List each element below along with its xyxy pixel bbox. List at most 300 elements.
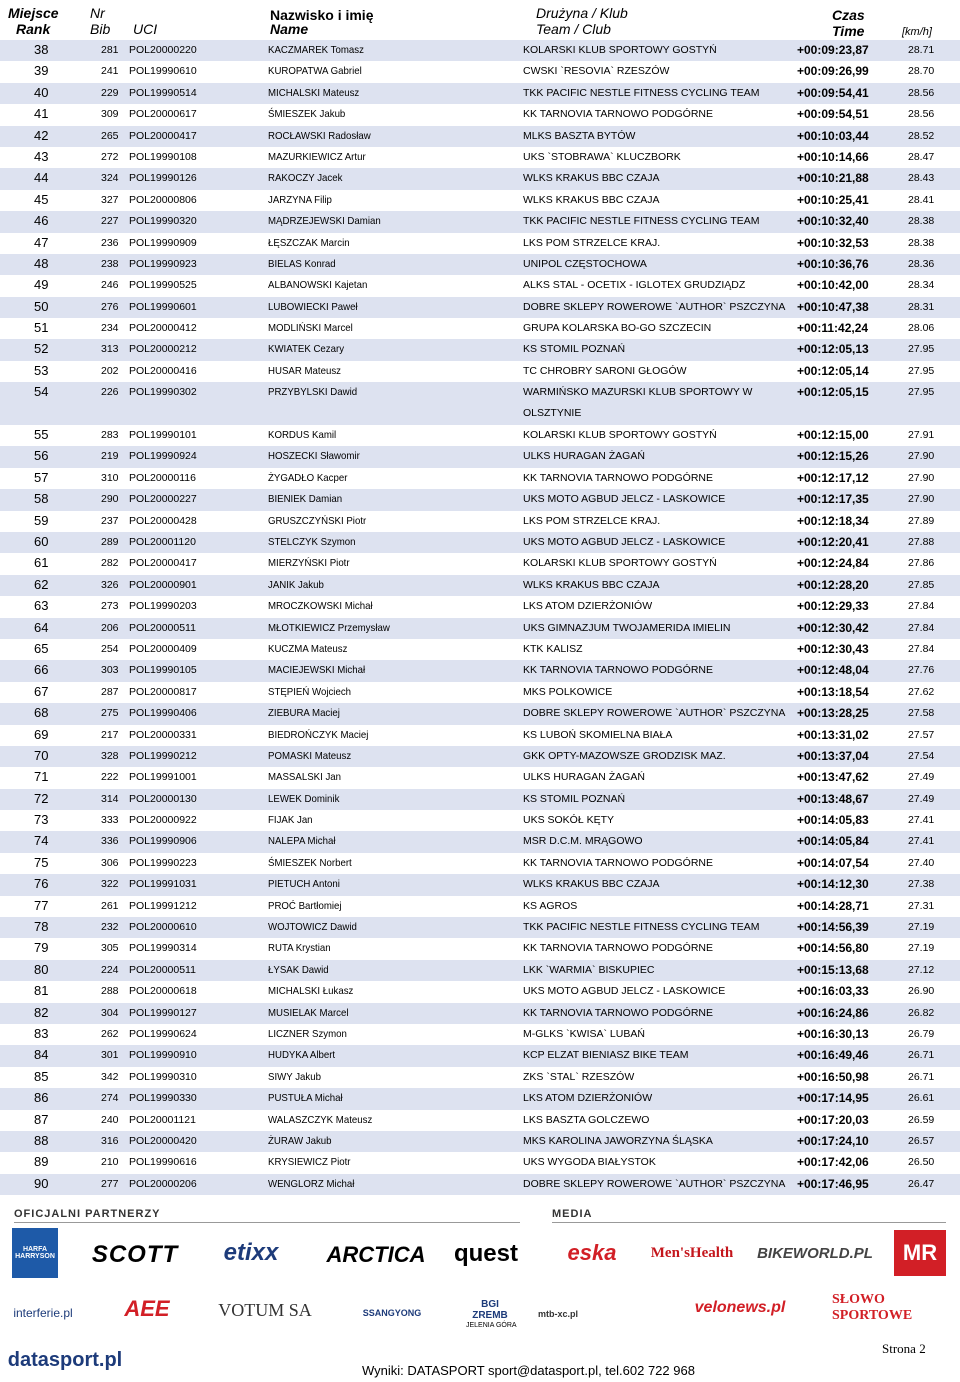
uci-cell: POL19990108 — [129, 150, 197, 163]
rank-cell: 44 — [34, 170, 49, 186]
speed-cell: 28.52 — [908, 129, 935, 142]
team-cell: MSR D.C.M. MRĄGOWO — [523, 835, 643, 848]
time-cell: +00:12:17,35 — [797, 492, 869, 507]
rank-cell: 50 — [34, 298, 49, 314]
rank-cell: 58 — [34, 491, 49, 507]
uci-cell: POL20000428 — [129, 514, 197, 527]
team-cell: TKK PACIFIC NESTLE FITNESS CYCLING TEAM — [523, 921, 760, 934]
bib-cell: 219 — [101, 450, 119, 463]
speed-cell: 28.38 — [908, 215, 935, 228]
uci-cell: POL20000227 — [129, 493, 197, 506]
team-cell: UKS MOTO AGBUD JELCZ - LASKOWICE — [523, 493, 726, 506]
speed-cell: 27.90 — [908, 450, 935, 463]
uci-cell: POL20000116 — [129, 471, 196, 484]
time-cell: +00:09:54,51 — [797, 107, 869, 122]
name-cell: ŚMIESZEK Jakub — [268, 108, 346, 121]
team-cell: KK TARNOVIA TARNOWO PODGÓRNE — [523, 942, 713, 955]
speed-cell: 27.90 — [908, 471, 935, 484]
uci-cell: POL20000409 — [129, 642, 197, 655]
time-cell: +00:10:42,00 — [797, 278, 869, 293]
team-cell: M-GLKS `KWISA` LUBAŃ — [523, 1027, 645, 1040]
rank-cell: 41 — [34, 106, 49, 122]
uci-cell: POL20001120 — [129, 536, 196, 548]
table-row — [0, 83, 960, 104]
table-row — [0, 382, 960, 425]
time-cell: +00:16:24,86 — [797, 1005, 869, 1020]
bib-cell: 234 — [101, 322, 119, 335]
name-cell: MŁOTKIEWICZ Przemysław — [268, 621, 390, 634]
speed-cell: 27.84 — [908, 642, 935, 655]
name-cell: WENGLORZ Michał — [268, 1177, 355, 1190]
uci-cell: POL19990212 — [129, 749, 197, 762]
rank-cell: 49 — [34, 277, 49, 293]
time-cell: +00:13:18,54 — [797, 684, 869, 699]
time-cell: +00:13:48,67 — [797, 791, 869, 806]
name-cell: WALASZCZYK Mateusz — [268, 1113, 373, 1126]
rank-cell: 86 — [34, 1090, 49, 1106]
name-cell: LUBOWIECKI Paweł — [268, 300, 358, 313]
name-cell: JARZYNA Filip — [268, 193, 332, 206]
bib-cell: 309 — [101, 108, 119, 121]
team-cell: LKS ATOM DZIERŻONIÓW — [523, 1092, 653, 1105]
table-row — [0, 639, 960, 660]
team-cell: KK TARNOVIA TARNOWO PODGÓRNE — [523, 108, 713, 121]
rank-cell: 72 — [34, 790, 49, 806]
uci-cell: POL20000511 — [129, 621, 196, 634]
arctica-logo: ARCTICA — [326, 1242, 426, 1267]
table-row — [0, 190, 960, 211]
team-cell: KK TARNOVIA TARNOWO PODGÓRNE — [523, 856, 713, 869]
table-row — [0, 254, 960, 275]
uci-cell: POL20000417 — [129, 129, 197, 142]
uci-cell: POL19990610 — [129, 65, 197, 78]
speed-cell: 27.54 — [908, 749, 935, 762]
header-bib: Bib — [90, 21, 111, 37]
bib-cell: 333 — [101, 814, 119, 827]
team-cell: DOBRE SKLEPY ROWEROWE `AUTHOR` PSZCZYNA — [523, 300, 786, 313]
speed-cell: 26.71 — [908, 1070, 935, 1083]
table-row — [0, 1131, 960, 1152]
bib-cell: 326 — [101, 578, 119, 591]
speed-cell: 26.71 — [908, 1049, 935, 1062]
time-cell: +00:09:54,41 — [797, 85, 869, 100]
team-cell: KOLARSKI KLUB SPORTOWY GOSTYŃ — [523, 429, 717, 442]
team-cell: KS STOMIL POZNAŃ — [523, 792, 626, 805]
speed-cell: 26.61 — [908, 1092, 935, 1105]
name-cell: NALEPA Michał — [268, 835, 336, 848]
rank-cell: 42 — [34, 127, 49, 143]
bib-cell: 227 — [101, 215, 119, 228]
team-cell: KK TARNOVIA TARNOWO PODGÓRNE — [523, 471, 713, 484]
name-cell: MODLIŃSKI Marcel — [268, 322, 353, 335]
eska-logo: eska — [567, 1240, 617, 1265]
table-row — [0, 896, 960, 917]
speed-cell: 27.19 — [908, 921, 935, 934]
uci-cell: POL19990924 — [129, 450, 197, 463]
rank-cell: 39 — [34, 63, 49, 79]
speed-cell: 27.91 — [908, 429, 935, 442]
rank-cell: 62 — [34, 576, 49, 592]
results-table — [0, 40, 960, 1195]
time-cell: +00:10:47,38 — [797, 299, 869, 314]
rank-cell: 68 — [34, 705, 49, 721]
name-cell: HUDYKA Albert — [268, 1049, 336, 1062]
rank-cell: 60 — [34, 534, 49, 549]
table-row — [0, 1045, 960, 1066]
bib-cell: 254 — [101, 642, 119, 655]
velonews-logo: velonews.pl — [694, 1299, 786, 1316]
time-cell: +00:16:50,98 — [797, 1069, 869, 1084]
name-cell: JANIK Jakub — [268, 578, 324, 591]
header-team-en: Team / Club — [536, 21, 611, 37]
rank-cell: 90 — [34, 1175, 49, 1191]
name-cell: ŚMIESZEK Norbert — [268, 856, 352, 869]
speed-cell: 28.36 — [908, 257, 935, 270]
name-cell: ŻURAW Jakub — [268, 1134, 332, 1147]
speed-cell: 27.95 — [908, 343, 935, 356]
speed-cell: 27.12 — [908, 963, 935, 976]
uci-cell: POL19990310 — [129, 1070, 197, 1083]
team-cell: TC CHROBRY SARONI GŁOGÓW — [523, 364, 687, 377]
name-cell: MICHALSKI Mateusz — [268, 86, 360, 99]
bib-cell: 303 — [101, 664, 119, 677]
results-credit: Wyniki: DATASPORT sport@datasport.pl, tel.602 722 968 — [362, 1363, 695, 1378]
table-row — [0, 682, 960, 703]
table-row — [0, 339, 960, 360]
uci-cell: POL19990923 — [129, 257, 197, 270]
rank-cell: 69 — [34, 726, 49, 742]
bib-cell: 265 — [101, 129, 119, 142]
quest-logo: quest — [453, 1240, 518, 1267]
name-cell: RAKOCZY Jacek — [268, 172, 343, 185]
menshealth-logo: Men'sHealth — [650, 1244, 734, 1261]
speed-cell: 28.31 — [908, 300, 935, 313]
uci-cell: POL20000212 — [129, 343, 197, 356]
time-cell: +00:17:20,03 — [797, 1112, 869, 1127]
uci-cell: POL20000618 — [129, 985, 197, 998]
team-cell: KCP ELZAT BIENIASZ BIKE TEAM — [523, 1049, 689, 1062]
bib-cell: 210 — [101, 1156, 119, 1169]
uci-cell: POL20001121 — [129, 1113, 196, 1126]
rank-cell: 83 — [34, 1025, 49, 1041]
name-cell: POMASKI Mateusz — [268, 749, 352, 762]
uci-cell: POL19990910 — [129, 1049, 197, 1062]
speed-cell: 26.82 — [908, 1006, 935, 1019]
bib-cell: 276 — [101, 300, 119, 313]
name-cell: BIELAS Konrad — [268, 257, 336, 270]
time-cell: +00:14:56,80 — [797, 941, 869, 956]
bib-cell: 229 — [101, 86, 119, 99]
speed-cell: 27.49 — [908, 771, 935, 784]
bib-cell: 328 — [101, 749, 119, 762]
time-cell: +00:12:15,00 — [797, 428, 869, 443]
media-divider — [552, 1222, 946, 1223]
bib-cell: 226 — [101, 386, 119, 399]
header-nr: Nr — [90, 5, 105, 21]
bib-cell: 305 — [101, 942, 119, 955]
time-cell: +00:12:29,33 — [797, 599, 869, 614]
table-row — [0, 1003, 960, 1024]
uci-cell: POL20000130 — [129, 792, 197, 805]
zremb-caption: JELENIA GÓRA — [466, 1322, 517, 1329]
name-cell: STELCZYK Szymon — [268, 536, 356, 548]
uci-cell: POL19990105 — [129, 664, 197, 677]
header-name-pl: Nazwisko i imię — [270, 7, 374, 23]
table-row — [0, 425, 960, 446]
speed-cell: 26.50 — [908, 1156, 935, 1169]
table-row — [0, 1067, 960, 1088]
team-cell: KS AGROS — [523, 899, 578, 912]
uci-cell: POL19990203 — [129, 600, 197, 613]
speed-cell: 27.38 — [908, 878, 935, 891]
rank-cell: 85 — [34, 1068, 49, 1084]
time-cell: +00:10:14,66 — [797, 149, 869, 164]
table-row — [0, 1024, 960, 1045]
uci-cell: POL19990525 — [129, 279, 197, 292]
rank-cell: 71 — [34, 769, 49, 785]
team-cell: UKS `STOBRAWA` KLUCZBORK — [523, 150, 681, 163]
table-row — [0, 446, 960, 467]
time-cell: +00:12:30,43 — [797, 641, 869, 656]
team-cell: MLKS BASZTA BYTÓW — [523, 129, 636, 142]
speed-cell: 27.86 — [908, 557, 935, 570]
name-cell: ALBANOWSKI Kajetan — [268, 279, 368, 292]
rank-cell: 79 — [34, 940, 49, 956]
name-cell: KWIATEK Cezary — [268, 343, 345, 356]
name-cell: HUSAR Mateusz — [268, 364, 342, 377]
team-cell: LKK `WARMIA` BISKUPIEC — [523, 963, 655, 976]
bib-cell: 282 — [101, 557, 119, 570]
rank-cell: 64 — [34, 619, 49, 635]
team-cell: DOBRE SKLEPY ROWEROWE `AUTHOR` PSZCZYNA — [523, 707, 786, 720]
bib-cell: 274 — [101, 1092, 119, 1105]
bib-cell: 324 — [101, 172, 119, 185]
team-cell: KOLARSKI KLUB SPORTOWY GOSTYŃ — [523, 557, 717, 570]
interferie-logo: interferie.pl — [13, 1306, 73, 1320]
speed-cell: 27.90 — [908, 493, 935, 506]
slowo-sportowe-logo: SŁOWO SPORTOWE — [832, 1292, 913, 1323]
team-cell: LKS ATOM DZIERŻONIÓW — [523, 600, 653, 613]
rank-cell: 65 — [34, 640, 49, 656]
name-cell: FIJAK Jan — [268, 814, 313, 827]
bib-cell: 275 — [101, 707, 119, 720]
team-cell: DOBRE SKLEPY ROWEROWE `AUTHOR` PSZCZYNA — [523, 1177, 786, 1190]
speed-cell: 27.19 — [908, 942, 935, 955]
table-row — [0, 703, 960, 724]
table-row — [0, 618, 960, 639]
bib-cell: 316 — [101, 1134, 119, 1147]
name-cell: ZIEBURA Maciej — [268, 707, 340, 720]
name-cell: KORDUS Kamil — [268, 429, 337, 442]
speed-cell: 27.95 — [908, 386, 935, 399]
speed-cell: 26.90 — [908, 985, 935, 998]
speed-cell: 27.40 — [908, 856, 935, 869]
header-uci: UCI — [133, 21, 158, 37]
bib-cell: 336 — [101, 835, 119, 848]
header-rank-pl: Miejsce — [8, 5, 59, 21]
team-cell: WLKS KRAKUS BBC CZAJA — [523, 172, 660, 185]
table-row — [0, 767, 960, 788]
table-row — [0, 297, 960, 318]
rank-cell: 80 — [34, 961, 49, 977]
team-cell: MKS KAROLINA JAWORZYNA ŚLĄSKA — [523, 1134, 713, 1147]
zremb-logo: BGI ZREMB — [472, 1299, 508, 1321]
rank-cell: 38 — [34, 42, 49, 57]
rank-cell: 53 — [34, 362, 49, 378]
uci-cell: POL19990616 — [129, 1156, 197, 1169]
harfa-logo: HARFA HARRYSON — [12, 1228, 58, 1278]
bib-cell: 240 — [101, 1113, 119, 1126]
speed-cell: 27.31 — [908, 899, 935, 912]
bib-cell: 202 — [101, 364, 119, 377]
name-cell: ŻYGADŁO Kacper — [268, 471, 348, 484]
team-cell: WLKS KRAKUS BBC CZAJA — [523, 578, 660, 591]
bib-cell: 277 — [101, 1177, 119, 1190]
bib-cell: 301 — [101, 1049, 119, 1062]
table-row — [0, 126, 960, 147]
time-cell: +00:14:05,84 — [797, 834, 869, 849]
bib-cell: 217 — [101, 728, 119, 741]
rank-cell: 52 — [34, 341, 49, 357]
time-cell: +00:16:49,46 — [797, 1048, 869, 1063]
name-cell: MASSALSKI Jan — [268, 771, 342, 784]
uci-cell: POL20000420 — [129, 1134, 197, 1147]
bib-cell: 314 — [101, 792, 119, 805]
time-cell: +00:14:56,39 — [797, 920, 869, 935]
time-cell: +00:12:48,04 — [797, 663, 869, 678]
rank-cell: 43 — [34, 148, 49, 164]
name-cell: MIERZYŃSKI Piotr — [268, 557, 350, 570]
uci-cell: POL19990906 — [129, 835, 197, 848]
uci-cell: POL19990127 — [129, 1006, 197, 1019]
rank-cell: 77 — [34, 897, 49, 913]
rank-cell: 75 — [34, 854, 49, 870]
team-cell: CWSKI `RESOVIA` RZESZÓW — [523, 65, 670, 78]
speed-cell: 26.79 — [908, 1027, 935, 1040]
time-cell: +00:16:30,13 — [797, 1026, 869, 1041]
time-cell: +00:10:21,88 — [797, 171, 869, 186]
team-cell: KK TARNOVIA TARNOWO PODGÓRNE — [523, 1006, 713, 1019]
time-cell: +00:17:42,06 — [797, 1155, 869, 1170]
uci-cell: POL19990302 — [129, 386, 197, 399]
rank-cell: 57 — [34, 469, 49, 485]
speed-cell: 27.84 — [908, 621, 935, 634]
uci-cell: POL20000617 — [129, 108, 197, 121]
mtb-xc-logo: mtb-xc.pl — [537, 1309, 578, 1319]
rank-cell: 73 — [34, 812, 49, 828]
table-row — [0, 831, 960, 852]
team-cell: ULKS HURAGAN ŻAGAŃ — [523, 771, 645, 784]
team-cell: ULKS HURAGAN ŻAGAŃ — [523, 450, 645, 463]
bib-cell: 306 — [101, 856, 119, 869]
media-label: MEDIA — [552, 1208, 593, 1220]
header-rank-en: Rank — [16, 21, 51, 37]
name-cell: MACIEJEWSKI Michał — [268, 664, 366, 677]
table-row — [0, 596, 960, 617]
speed-cell: 27.49 — [908, 792, 935, 805]
uci-cell: POL19990101 — [129, 429, 197, 442]
table-row — [0, 61, 960, 82]
time-cell: +00:12:05,14 — [797, 363, 869, 378]
etixx-logo: etixx — [223, 1239, 279, 1266]
name-cell: MUSIELAK Marcel — [268, 1006, 349, 1019]
speed-cell: 27.85 — [908, 578, 935, 591]
bib-cell: 283 — [101, 429, 119, 442]
bib-cell: 222 — [101, 771, 119, 784]
name-cell: LICZNER Szymon — [268, 1027, 347, 1040]
header-name-en: Name — [270, 21, 309, 37]
bib-cell: 262 — [101, 1027, 119, 1040]
time-cell: +00:14:12,30 — [797, 877, 869, 892]
time-cell: +00:14:05,83 — [797, 813, 869, 828]
bib-cell: 287 — [101, 685, 119, 698]
rank-cell: 54 — [34, 384, 49, 400]
time-cell: +00:17:14,95 — [797, 1091, 869, 1106]
uci-cell: POL20000922 — [129, 814, 197, 827]
name-cell: SIWY Jakub — [268, 1070, 321, 1083]
bib-cell: 232 — [101, 921, 119, 934]
name-cell: ROCŁAWSKI Radosław — [268, 129, 371, 142]
time-cell: +00:12:30,42 — [797, 620, 869, 635]
name-cell: ŁYSAK Dawid — [268, 963, 329, 976]
time-cell: +00:09:26,99 — [797, 64, 869, 79]
bib-cell: 237 — [101, 514, 119, 527]
rank-cell: 70 — [34, 747, 49, 763]
table-row — [0, 938, 960, 959]
name-cell: KRYSIEWICZ Piotr — [268, 1156, 351, 1169]
team-cell: LKS BASZTA GOLCZEWO — [523, 1113, 650, 1126]
uci-cell: POL19990514 — [129, 86, 197, 99]
time-cell: +00:12:18,34 — [797, 513, 869, 528]
name-cell: MĄDRZEJEWSKI Damian — [268, 215, 381, 228]
table-row — [0, 853, 960, 874]
header-time-en: Time — [832, 23, 865, 39]
table-row — [0, 489, 960, 510]
speed-cell: 28.38 — [908, 236, 935, 249]
name-cell: STĘPIEŃ Wojciech — [268, 685, 352, 698]
time-cell: +00:10:03,44 — [797, 128, 869, 143]
speed-cell: 27.41 — [908, 814, 935, 827]
name-cell: MAZURKIEWICZ Artur — [268, 150, 366, 163]
team-cell: UKS MOTO AGBUD JELCZ - LASKOWICE — [523, 985, 726, 998]
team-cell: UKS SOKÓŁ KĘTY — [523, 814, 615, 827]
bib-cell: 322 — [101, 878, 119, 891]
time-cell: +00:14:28,71 — [797, 898, 869, 913]
speed-cell: 27.41 — [908, 835, 935, 848]
uci-cell: POL19990624 — [129, 1027, 197, 1040]
rank-cell: 89 — [34, 1154, 49, 1170]
speed-cell: 28.70 — [908, 65, 935, 78]
time-cell: +00:13:47,62 — [797, 770, 869, 785]
rank-cell: 66 — [34, 662, 49, 678]
rank-cell: 63 — [34, 598, 49, 614]
team-cell: KS STOMIL POZNAŃ — [523, 343, 626, 356]
uci-cell: POL20000220 — [129, 44, 197, 56]
speed-cell: 28.71 — [908, 44, 935, 56]
rank-cell: 61 — [34, 555, 49, 571]
table-row — [0, 1110, 960, 1131]
uci-cell: POL19990320 — [129, 215, 197, 228]
table-row — [0, 1152, 960, 1173]
name-cell: PROĆ Bartłomiej — [268, 899, 342, 912]
bib-cell: 238 — [101, 257, 119, 270]
speed-cell: 27.62 — [908, 685, 935, 698]
uci-cell: POL20000416 — [129, 364, 197, 377]
time-cell: +00:12:05,15 — [797, 385, 869, 400]
team-cell: KS LUBOŃ SKOMIELNA BIAŁA — [523, 728, 673, 741]
time-cell: +00:13:37,04 — [797, 748, 869, 763]
uci-cell: POL19990223 — [129, 856, 197, 869]
